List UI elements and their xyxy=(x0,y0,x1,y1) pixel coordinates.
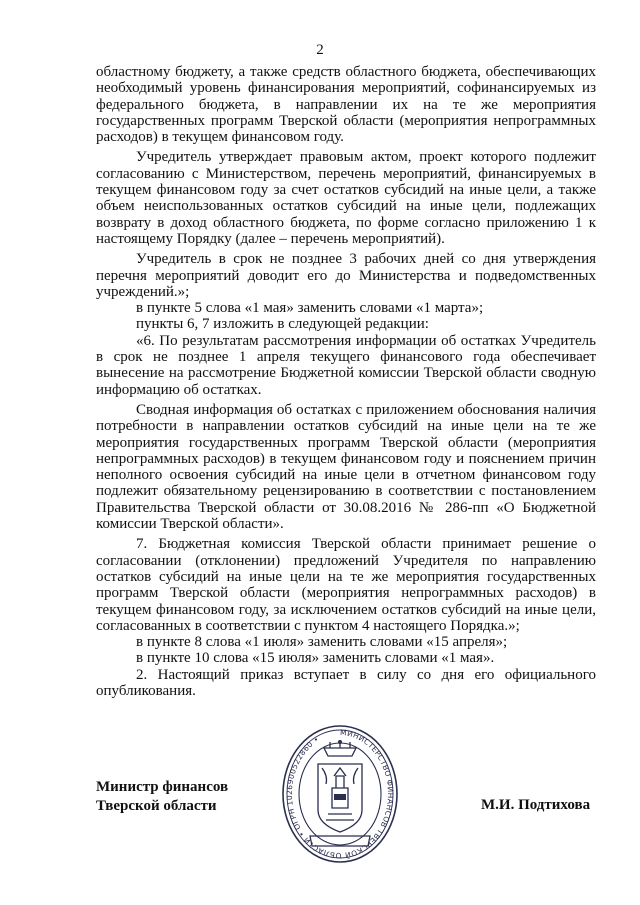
paragraph-2: Учредитель утверждает правовым актом, проект которого подлежит согласованию с Министерством, перечень мероприятий, финансируемых в текущем финансовом году за счет остатков субсидий на иные цели, а также объем неиспользованных остатков субсидий на иные цели, подлежащих возврату в доход областного бюджета, по форме согласно приложению 1 к настоящему Порядку (далее – перечень мероприятий). xyxy=(96,149,596,247)
seal-ring-text: МИНИСТЕРСТВО ФИНАНСОВ ТВЕРСКОЙ ОБЛАСТИ • ОГРН 1026900522860 • xyxy=(284,727,395,861)
paragraph-8: 7. Бюджетная комиссия Тверской области принимает решение о согласовании (отклонении) предложений Учредителя по направлению остатков субсидий на иные цели на те же мероприятия государственных программ Тверской области (мероприятия непрограммных расходов) в текущем финансовом году, за исключением остатков субсидий на иные цели, согласованных в соответствии с пунктом 4 настоящего Порядка.»; xyxy=(96,536,596,634)
signatory-title xyxy=(96,778,228,816)
paragraph-6: «6. По результатам рассмотрения информации об остатках Учредитель в срок не позднее 1 апреля текущего финансового года обеспечивает вынесение на рассмотрение Бюджетной комиссии Тверской области сводную информацию об остатках. xyxy=(96,332,596,398)
page-number: 2 xyxy=(316,42,324,58)
paragraph-1: областному бюджету, а также средств областного бюджета, обеспечивающих необходимый уровень финансирования мероприятий, софинансируемых из федерального бюджета, в направлении их на те же мероприятия государственных программ Тверской области (мероприятия непрограммных расходов) в текущем финансовом году. xyxy=(96,64,596,146)
signatory-title-line-2: Тверской области xyxy=(96,798,217,814)
signatory-title-line-1: Министр финансов xyxy=(96,779,229,795)
paragraph-11: 2. Настоящий приказ вступает в силу со дня его официального опубликования. xyxy=(96,666,596,699)
paragraph-9: в пункте 8 слова «1 июля» заменить словами «15 апреля»; xyxy=(136,634,508,651)
official-seal xyxy=(280,718,400,870)
signatory-name: М.И. Подтихова xyxy=(481,797,591,813)
paragraph-10: в пункте 10 слова «15 июля» заменить словами «1 мая». xyxy=(136,650,495,667)
coat-of-arms xyxy=(310,740,370,846)
paragraph-5: пункты 6, 7 изложить в следующей редакции: xyxy=(136,316,429,333)
paragraph-7: Сводная информация об остатках с приложением обоснования наличия потребности в направлении остатков субсидий на иные цели на те же мероприятия государственных программ Тверской области (мероприятия непрограммных расходов) в текущем финансовом году и пояснением причин неполного освоения субсидий на иные цели в отчетном финансовом году подлежит обязательному рецензированию в соответствии с постановлением Правительства Тверской области от 30.08.2016 № 286-пп «О Бюджетной комиссии Тверской области». xyxy=(96,401,596,533)
paragraph-3: Учредитель в срок не позднее 3 рабочих дней со дня утверждения перечня мероприятий доводит его до Министерства и подведомственных учреждений.»; xyxy=(96,251,596,300)
document-body xyxy=(96,64,596,699)
paragraph-4: в пункте 5 слова «1 мая» заменить словами «1 марта»; xyxy=(136,300,484,317)
